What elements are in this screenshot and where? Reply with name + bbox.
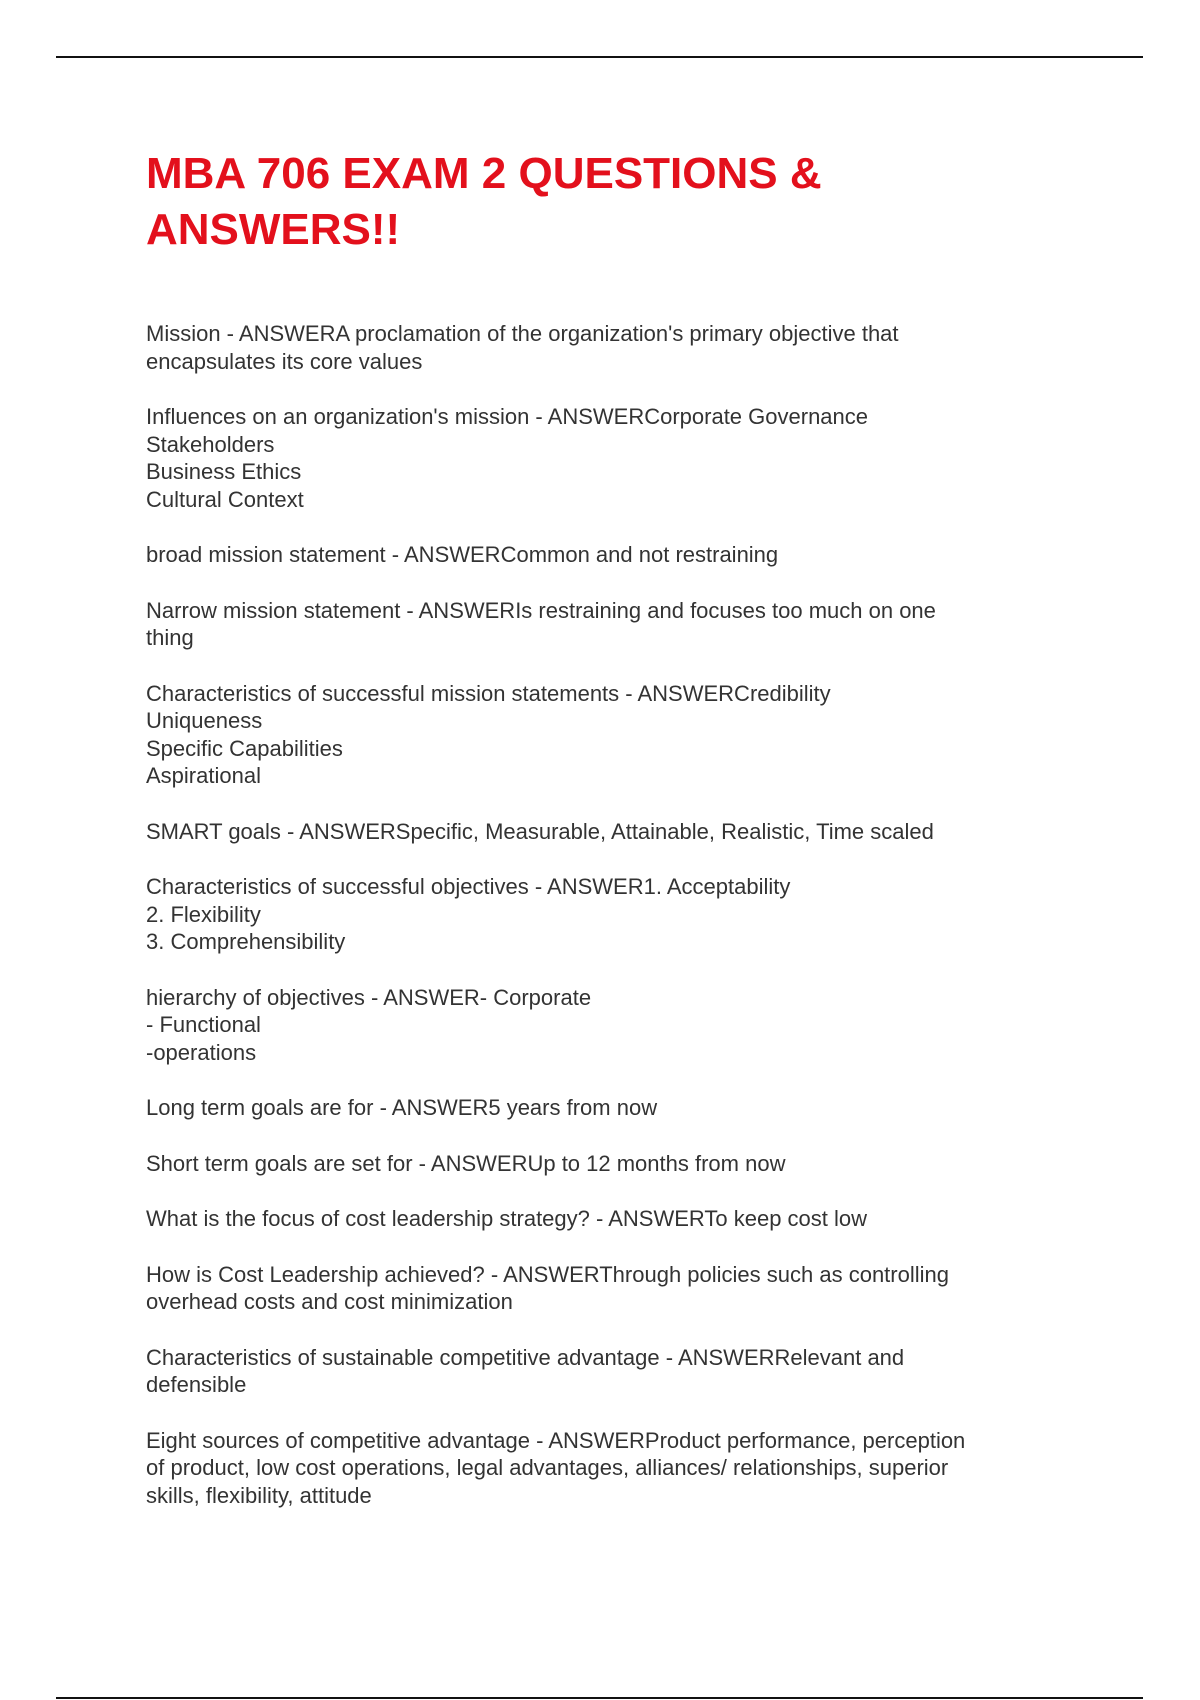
qa-item-objective-characteristics: Characteristics of successful objectives - ANSWER1. Acceptability 2. Flexibility 3. Comprehensibility: [146, 874, 791, 954]
qa-item-hierarchy: hierarchy of objectives - ANSWER- Corporate - Functional -operations: [146, 984, 592, 1065]
qa-list: [146, 320, 1076, 1509]
qa-item-cost-leadership-achieved: How is Cost Leadership achieved? - ANSWERThrough policies such as controlling overhead costs and cost minimization: [146, 1261, 949, 1314]
qa-item-narrow-mission: Narrow mission statement - ANSWERIs restraining and focuses too much on one thing: [146, 597, 936, 650]
qa-item-mission: Mission - ANSWERA proclamation of the organization's primary objective that encapsulates its core values: [146, 321, 899, 374]
qa-item-sustainable-advantage: Characteristics of sustainable competitive advantage - ANSWERRelevant and defensible: [146, 1344, 905, 1397]
qa-item-smart-goals: SMART goals - ANSWERSpecific, Measurable, Attainable, Realistic, Time scaled: [146, 818, 934, 844]
bottom-divider: [56, 1697, 1143, 1699]
document-title: MBA 706 EXAM 2 QUESTIONS & ANSWERS!!: [146, 149, 822, 254]
top-divider: [56, 56, 1143, 58]
document-body: [146, 146, 1076, 1537]
qa-item-mission-characteristics: Characteristics of successful mission statements - ANSWERCredibility Uniqueness Specific Capabilities Aspirational: [146, 680, 831, 788]
qa-item-cost-leadership-focus: What is the focus of cost leadership strategy? - ANSWERTo keep cost low: [146, 1206, 868, 1231]
qa-item-eight-sources: Eight sources of competitive advantage - ANSWERProduct performance, perception of product, low cost operations, legal advantages, alliances/ relationships, superior skills, flexibility, attitude: [146, 1427, 966, 1508]
qa-item-broad-mission: broad mission statement - ANSWERCommon and not restraining: [146, 542, 779, 567]
qa-item-long-term-goals: Long term goals are for - ANSWER5 years from now: [146, 1095, 658, 1120]
qa-item-influences: Influences on an organization's mission - ANSWERCorporate Governance Stakeholders Business Ethics Cultural Context: [146, 404, 869, 512]
qa-item-short-term-goals: Short term goals are set for - ANSWERUp to 12 months from now: [146, 1150, 786, 1176]
